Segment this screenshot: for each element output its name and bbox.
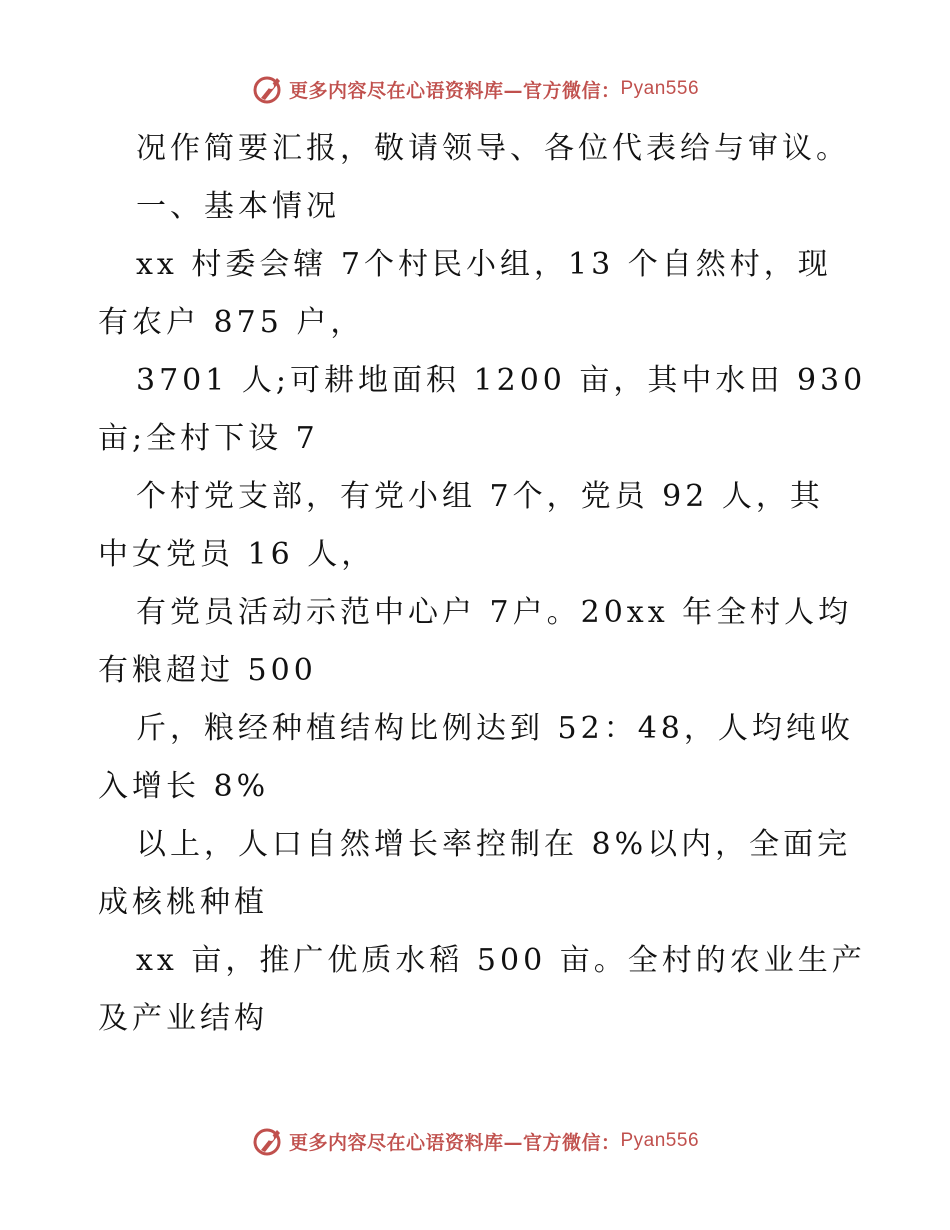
text-line: 以上，人口自然增长率控制在 8%以内，全面完	[136, 827, 852, 862]
text-line: 3701 人;可耕地面积 1200 亩，其中水田 930	[136, 363, 867, 398]
text-line: 个村党支部，有党小组 7个，党员 92 人，其	[136, 479, 824, 514]
watermark-text: 更多内容尽在心语资料库—官方微信：	[288, 1131, 621, 1154]
text-line: 成核桃种植	[98, 885, 268, 920]
quill-logo-icon	[251, 1124, 285, 1158]
watermark-wechat-id: Pyan556	[620, 1130, 700, 1151]
text-line: 亩;全村下设 7	[98, 421, 319, 456]
watermark-text: 更多内容尽在心语资料库—官方微信：	[288, 79, 621, 102]
text-line: xx 村委会辖 7个村民小组，13 个自然村，现	[136, 247, 832, 282]
document-body	[98, 120, 878, 1048]
text-line: 况作简要汇报，敬请领导、各位代表给与审议。	[136, 131, 850, 166]
text-line: 入增长 8%	[98, 769, 270, 804]
text-line: 有农户 875 户，	[98, 305, 365, 340]
quill-logo-icon	[251, 72, 285, 106]
text-line: 斤，粮经种植结构比例达到 52：48，人均纯收	[136, 711, 854, 746]
text-line: xx 亩，推广优质水稻 500 亩。全村的农业生产	[136, 943, 866, 978]
header-watermark	[0, 72, 950, 106]
section-heading: 一、基本情况	[136, 189, 340, 224]
text-line: 及产业结构	[98, 1001, 268, 1036]
text-line: 有粮超过 500	[98, 653, 317, 688]
text-line: 有党员活动示范中心户 7户。20xx 年全村人均	[136, 595, 853, 630]
text-line: 中女党员 16 人，	[98, 537, 376, 572]
watermark-wechat-id: Pyan556	[620, 78, 700, 99]
footer-watermark	[0, 1124, 950, 1158]
